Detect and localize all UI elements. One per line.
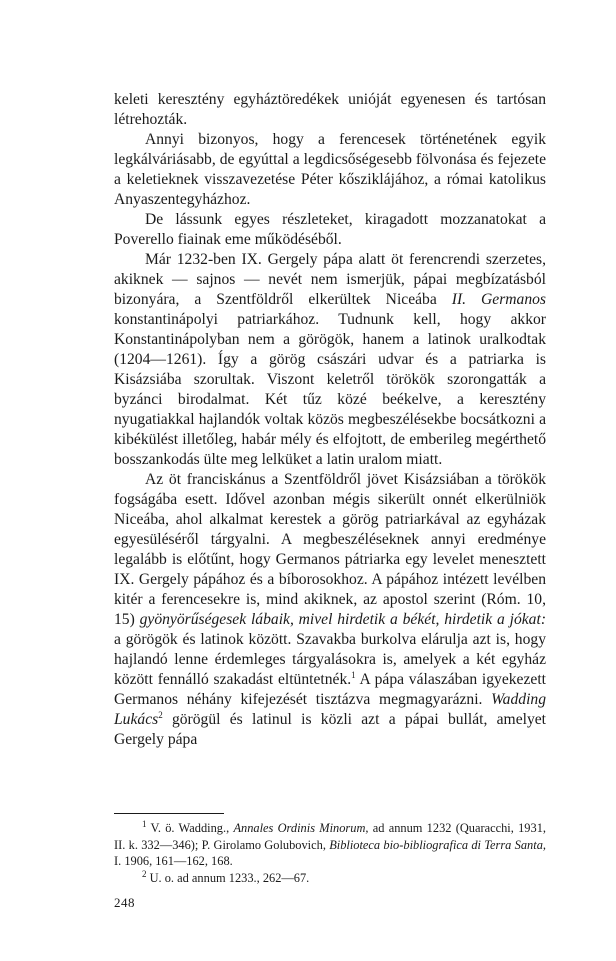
footnote-1-title-1: Annales Ordinis Minorum, <box>233 821 369 835</box>
paragraph-4-text-a: Már 1232-ben IX. Gergely pápa alatt öt ferencrendi szerzetes, akiknek — sajnos — nevét nem ismerjük, pápai megbízatásból bizonyára, a Szentföldről elkerültek Niceába <box>114 251 546 308</box>
scripture-quote: gyönyörűségesek lábaik, mivel hirdetik a békét, hirdetik a jókat: <box>139 611 547 628</box>
footnote-1-title-2: Biblioteca bio-bibliografica di Terra Santa, <box>329 837 546 852</box>
footnote-ref-2[interactable]: 2 <box>158 709 163 720</box>
footnote-1-text-c: I. 1906, 161—162, 168. <box>114 854 233 868</box>
paragraph-1: keleti keresztény egyháztöredékek unióját egyenesen és tartósan létrehozták. <box>114 91 546 128</box>
paragraph-4 <box>114 250 546 470</box>
paragraph-5 <box>114 470 546 750</box>
paragraph-5-text-c: A pápa válaszában igyekezett Germanos néhány kifejezését tisztázva megmagyarázni. <box>114 671 546 708</box>
footnote-2-mark: 2 <box>142 868 147 879</box>
paragraph-5-text-b: a görögök és latinok között. Szavakba burkolva elárulja azt is, hogy hajlandó lenne érdemleges tárgyalásokra is, amelyek a két egyház között fennálló szakadást eltüntetnék. <box>114 631 546 688</box>
footnote-1-text-a: V. ö. Wadding., <box>146 821 234 835</box>
footnote-ref-1[interactable]: 1 <box>351 669 356 680</box>
footnotes <box>114 820 546 886</box>
germanos-name: II. Germanos <box>451 291 546 308</box>
paragraph-3: De lássunk egyes részleteket, kiragadott mozzanatokat a Poverello fiainak eme működéséből. <box>114 211 546 248</box>
main-text <box>114 90 546 750</box>
paragraph-4-text-b: konstantinápolyi patriarkához. Tudnunk kell, hogy akkor Konstantinápolyban nem a görögök, hanem a latinok uralkodtak (1204—1261). Így a görög császári udvar és a patriarka is Kisázsiába szorultak. Viszont keletről törökök szorongatták a byzánci birodalmat. Két tűz közé beékelve, a keresztény nyugatiakkal hajlandók voltak közös megbeszélésekbe bocsátkozni a kibékülést illetőleg, habár mély és elfojtott, de emberileg megérthető bosszankodás ülte meg lelküket a latin uralom miatt. <box>114 311 546 468</box>
footnote-1-text-b: ad annum 1232 (Quaracchi, 1931, II. k. 332—346); P. Girolamo Golubovich, <box>114 821 546 852</box>
page-number: 248 <box>114 895 135 910</box>
wadding-name: Wadding Lukács <box>114 691 546 728</box>
footnote-1-mark: 1 <box>142 818 147 829</box>
footnote-2 <box>114 870 546 887</box>
footnote-divider <box>114 813 224 814</box>
footnote-2-text: U. o. ad annum 1233., 262—67. <box>146 870 310 885</box>
footnote-1 <box>114 820 546 870</box>
paragraph-5-text-a: Az öt franciskánus a Szentföldről jövet Kisázsiában a törökök fogságába esett. Idővel azonban mégis sikerült onnét elkerülniök Niceába, ahol alkalmat kerestek a görög patriarkával az egyházak egyesüléséről tárgyalni. A megbeszéléseknek annyi eredménye legalább is előtűnt, hogy Germanos pátriarka egy levelet menesztett IX. Gergely pápához és a bíborosokhoz. A pápához intézett levélben kitér a ferencesekre is, mind akiknek, az apostol szerint (Róm. 10, 15) <box>114 471 546 628</box>
paragraph-5-text-d: görögül és latinul is közli azt a pápai bullát, amelyet Gergely pápa <box>114 711 546 748</box>
paragraph-2: Annyi bizonyos, hogy a ferencesek történetének egyik legkálváriásabb, de egyúttal a legdicsőségesebb fölvonása és fejezete a keletieknek visszavezetése Péter kősziklájához, a római katolikus Anyaszentegyházhoz. <box>114 131 546 208</box>
